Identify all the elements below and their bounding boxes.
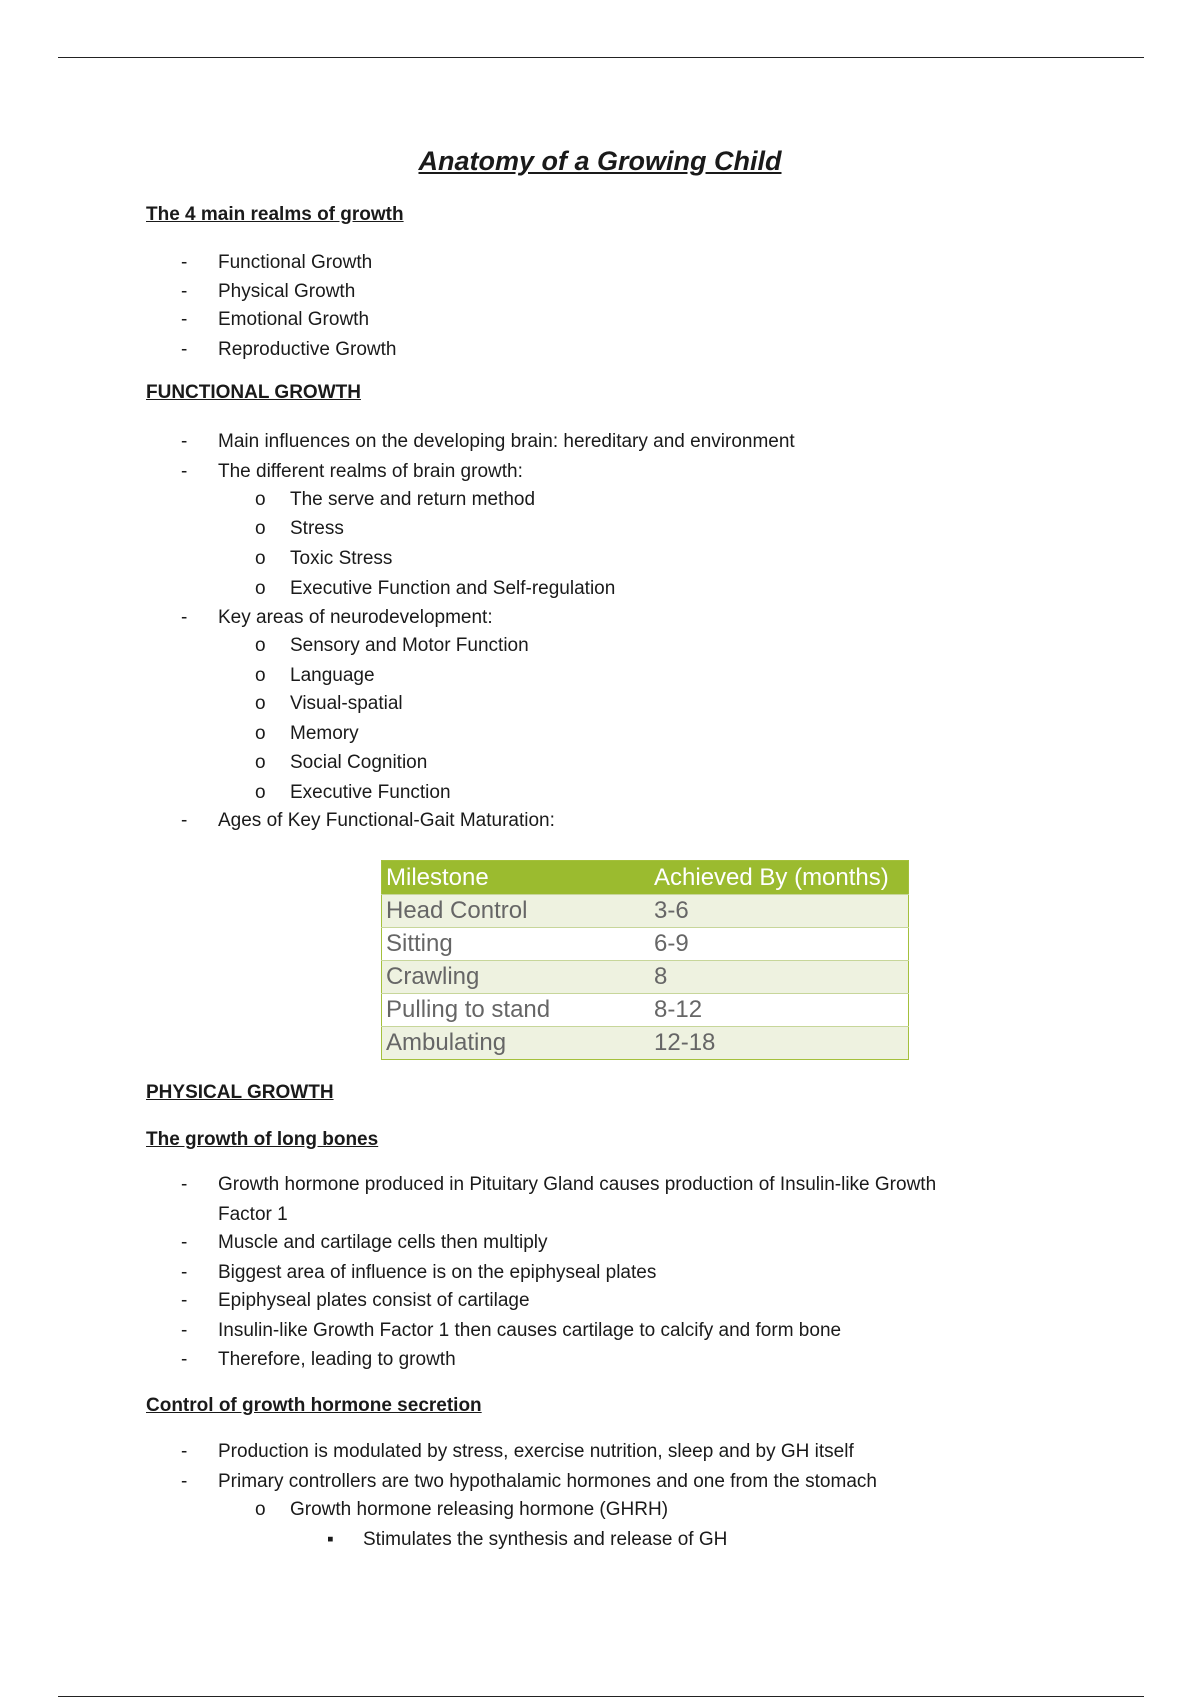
gh-secretion-subheading: Control of growth hormone secretion	[146, 1395, 482, 1416]
table-row	[382, 895, 909, 928]
page-title: Anatomy of a Growing Child	[418, 146, 782, 176]
table-row	[382, 1027, 909, 1060]
table-row	[382, 928, 909, 961]
footer-rule	[58, 1696, 1144, 1697]
table-cell: Sitting	[382, 928, 651, 961]
table-row	[382, 961, 909, 994]
table-cell: 8-12	[650, 994, 909, 1027]
column-header-milestone: Milestone	[382, 861, 651, 895]
list-item-continuation: Factor 1	[218, 1204, 288, 1225]
physical-growth-heading: PHYSICAL GROWTH	[146, 1082, 334, 1103]
table-header-row	[382, 861, 909, 895]
table-cell: Head Control	[382, 895, 651, 928]
column-header-achieved-by: Achieved By (months)	[650, 861, 909, 895]
long-bones-subheading: The growth of long bones	[146, 1129, 379, 1150]
table-cell: 8	[650, 961, 909, 994]
header-rule	[58, 57, 1144, 58]
table-cell: 12-18	[650, 1027, 909, 1060]
table-cell: 3-6	[650, 895, 909, 928]
table-cell: Ambulating	[382, 1027, 651, 1060]
table-cell: 6-9	[650, 928, 909, 961]
table-row	[382, 994, 909, 1027]
functional-growth-heading: FUNCTIONAL GROWTH	[146, 382, 361, 403]
table-cell: Crawling	[382, 961, 651, 994]
table-cell: Pulling to stand	[382, 994, 651, 1027]
milestone-table	[381, 860, 909, 1060]
realms-heading: The 4 main realms of growth	[146, 204, 404, 225]
